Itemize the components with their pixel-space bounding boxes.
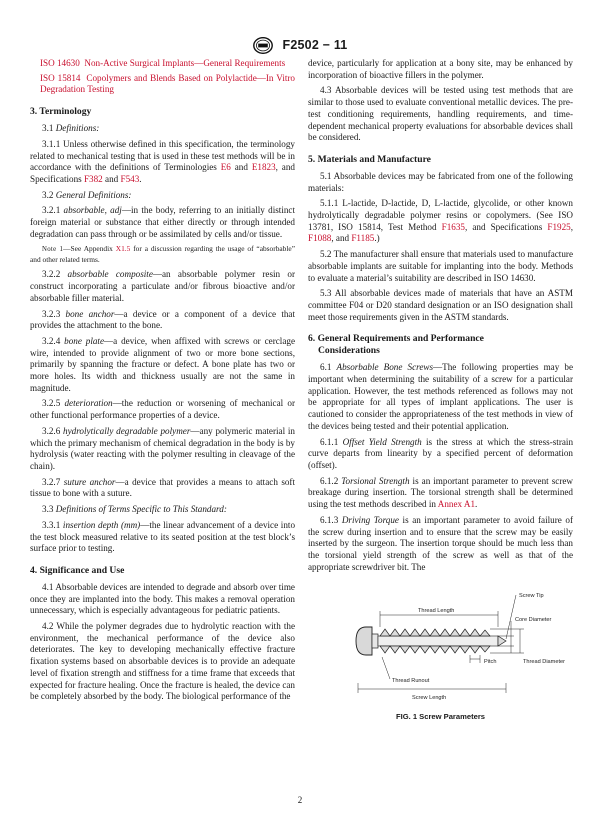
section-3-heading: 3. Terminology — [30, 106, 92, 118]
para-5-2: 5.2 The manufacturer shall ensure that materials used to manufacture absorbable implants are suitable for implanting into the body. Methods to evaluate a material’s suitability are described in ISO 14630. — [308, 249, 573, 283]
figure-caption: FIG. 1 Screw Parameters — [395, 712, 486, 722]
para-3-2-2: 3.2.2 absorbable composite—an absorbable polymer resin or construct incorporating a particulate and/or fibrous bioactive and/or absorbable filler material. — [30, 269, 296, 303]
link-f1925[interactable]: F1925 — [547, 221, 571, 232]
screw-head — [356, 627, 372, 655]
para-5-1: 5.1 Absorbable devices may be fabricated from one of the following materials: — [308, 170, 573, 193]
para-3-2-5: 3.2.5 deterioration—the reduction or worsening of mechanical or other functional performance properties of a device. — [30, 398, 295, 421]
right-column — [308, 58, 573, 727]
para-3-2-4: 3.2.4 bone plate—a device, when affixed with screws or cerclage wire, intended to provide alignment of two or more bone sections, primarily by spanning the fracture or defect. A bone plate has two or more holes. Its width and thickness usually are not the same in magnitude. — [30, 335, 295, 393]
standard-designation: F2502 − 11 — [282, 38, 348, 53]
para-3-2: 3.2 General Definitions: — [42, 189, 132, 200]
page-header — [0, 36, 600, 54]
para-6-1-3: 6.1.3 Driving Torque is an important parameter to avoid failure of the screw during insertion and to ensure that the screw may be easily inserted by the surgeon. The insertion torque should be much less than the torsional yield strength of the screw as well as that of the appropriate screwdriver bit. The — [308, 514, 574, 572]
section-5-heading: 5. Materials and Manufacture — [308, 153, 431, 165]
section-4-heading: 4. Significance and Use — [30, 564, 125, 576]
link-f1185[interactable]: F1185 — [351, 233, 375, 244]
astm-logo-icon — [253, 37, 273, 54]
section-6-heading: 6. General Requirements and Performance Considerations — [308, 333, 484, 357]
para-6-1-1: 6.1.1 Offset Yield Strength is the stress at which the stress-strain curve departs from linearity by a specified percent of deformation (offset). — [308, 436, 574, 470]
para-3-3: 3.3 Definitions of Terms Specific to This Standard: — [42, 504, 227, 515]
link-f1635[interactable]: F1635 — [441, 221, 465, 232]
para-4-2: 4.2 While the polymer degrades due to hydrolytic reaction with the environment, the mechanical performance of the device also deteriorates. The key to developing mechanically effective fracture fixation systems based on absorbable devices is to provide an adequate level of fixation strength and stiffness for a time frame that exceeds that expected for fracture healing. Once the fracture is healed, the device can be completely absorbed by the body. The biological performance of the — [30, 621, 295, 702]
reference-iso-14630[interactable] — [30, 58, 295, 70]
link-f1088[interactable]: F1088 — [308, 233, 332, 244]
link-x1-5[interactable]: X1.5 — [115, 244, 131, 254]
link-e6[interactable]: E6 — [220, 162, 231, 173]
label-thread-diameter: Thread Diameter — [523, 659, 565, 666]
reference-title: Copolymers and Blends Based on Polylactide—In Vitro Degradation Testing — [40, 72, 295, 95]
para-4-3: 4.3 Absorbable devices will be tested using test methods that are similar to those used to evaluate conventional metallic devices. The pre-test conditioning requirements, handling requirements, and time-dependent mechanical property evaluations for absorbable devices shall be considered. — [308, 85, 573, 143]
para-3-2-1: 3.2.1 absorbable, adj—in the body, referring to an initially distinct foreign material or substance that either directly or through intended degradation can pass through or be assimilated by cells and/or tissue. — [30, 205, 296, 239]
page-number: 2 — [297, 795, 303, 805]
para-3-1-1: 3.1.1 Unless otherwise defined in this specification, the terminology related to mechanical testing that is used in these test methods will be in accordance with the definitions of Terminologies E6 and E1823, and Specifications F382 and F543. — [30, 138, 295, 184]
figure-1 — [308, 579, 573, 727]
label-core-diameter: Core Diameter — [515, 617, 552, 624]
para-3-3-1: 3.3.1 insertion depth (mm)—the linear advancement of a device into the test block measured relative to its seated position at the test block’s surface prior to testing. — [30, 519, 296, 554]
para-4-2-continued: device, particularly for application at a bony site, may be enhanced by incorporation of bioactive fillers in the polymer. — [308, 58, 573, 80]
screw-diagram — [308, 579, 573, 709]
reference-code: ISO 15814 — [40, 72, 81, 83]
link-f382[interactable]: F382 — [83, 173, 103, 184]
label-screw-length: Screw Length — [412, 695, 447, 702]
reference-iso-15814[interactable] — [30, 73, 295, 96]
screw-core — [378, 636, 498, 646]
link-e1823[interactable]: E1823 — [251, 162, 276, 173]
screw-tip-shape — [498, 636, 506, 646]
para-5-3: 5.3 All absorbable devices made of materials that have an ASTM committee F04 or D20 standard designation or an ISO designation shall meet those requirements given in the ASTM standards. — [308, 288, 573, 322]
label-thread-runout: Thread Runout — [392, 678, 430, 685]
para-6-1-2: 6.1.2 Torsional Strength is an important parameter to prevent screw breakage during insertion. The torsional strength shall be determined using the test methods described in Annex A1. — [308, 475, 573, 510]
para-5-1-1: 5.1.1 L-lactide, D-lactide, D, L-lactide, glycolide, or other known hydrolytically degradable polymer resins or copolymers. (See ISO 13781, ISO 15814, Test Method F1635, and Specifications F1925, F1088, and F1185.) — [308, 198, 573, 244]
reference-title: Non-Active Surgical Implants—General Requirements — [84, 58, 286, 68]
para-3-1: 3.1 Definitions: — [42, 123, 100, 134]
screw-neck — [372, 634, 378, 648]
para-6-1: 6.1 Absorbable Bone Screws—The following properties may be important when determining the suitability of a screw for a particular application. However, the test methods referenced as follows may not be appropriate for all types of implant applications. The user is cautioned to consider the appropriateness of the test methods in view of the devices being tested and their potential application. — [308, 362, 574, 431]
para-3-2-7: 3.2.7 suture anchor—a device that provides a means to attach soft tissue to bone with a suture. — [30, 476, 296, 499]
label-screw-tip: Screw Tip — [519, 593, 544, 600]
link-annex-a1[interactable]: Annex A1 — [437, 499, 476, 510]
para-4-1: 4.1 Absorbable devices are intended to degrade and absorb over time once they are implanted into the body. This makes a removal operation unnecessary, which is especially advantageous for pediatric patients. — [30, 581, 295, 616]
para-3-2-6: 3.2.6 hydrolytically degradable polymer—any polymeric material in which the primary mechanism of chemical degradation in the body is by hydrolysis (water reacting with the polymer resulting in cleavage of the chain). — [30, 425, 295, 471]
label-pitch: Pitch — [484, 659, 497, 666]
label-thread-length: Thread Length — [418, 608, 455, 615]
link-f543[interactable]: F543 — [120, 173, 140, 184]
note-1: Note 1—See Appendix X1.5 for a discussion regarding the usage of “absorbable” and other related terms. — [30, 244, 295, 264]
para-3-2-3: 3.2.3 bone anchor—a device or a component of a device that provides the attachment to the bone. — [30, 308, 296, 331]
left-column — [30, 58, 295, 707]
reference-code: ISO 14630 — [40, 58, 80, 68]
